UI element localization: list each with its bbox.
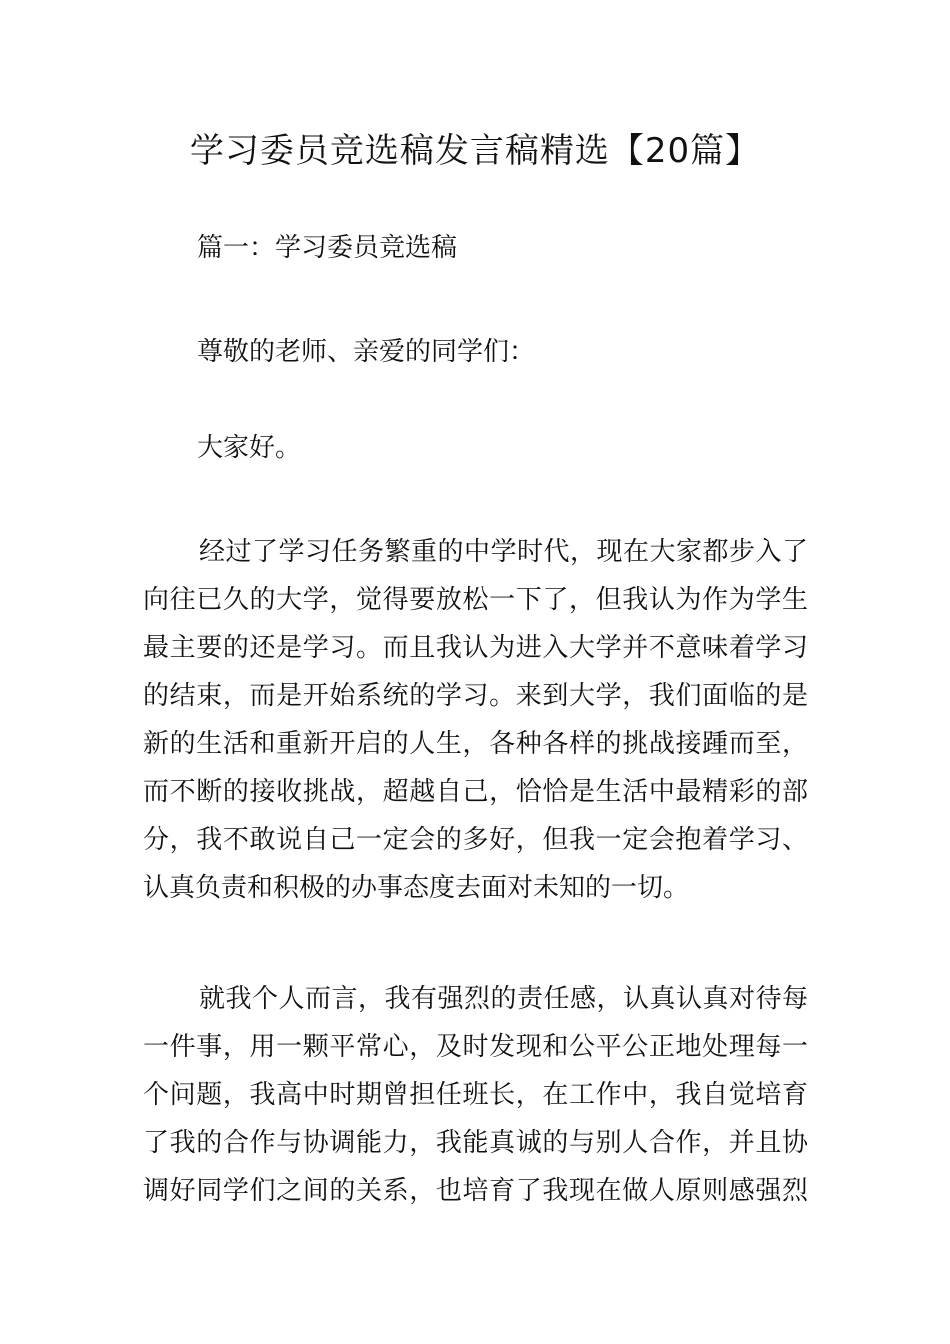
paragraph-line: 经过了学习任务繁重的中学时代，现在大家都步入了 — [199, 537, 808, 567]
paragraph-line: 认真负责和积极的办事态度去面对未知的一切。 — [143, 873, 690, 903]
salutation: 尊敬的老师、亲爱的同学们： — [197, 337, 536, 367]
greeting: 大家好。 — [197, 433, 302, 463]
paragraph-line: 调好同学们之间的关系，也培育了我现在做人原则感强烈 — [143, 1176, 808, 1206]
paragraph-line: 新的生活和重新开启的人生，各种各样的挑战接踵而至， — [143, 729, 808, 759]
paragraph-line: 最主要的还是学习。而且我认为进入大学并不意味着学习 — [143, 633, 808, 663]
paragraph-line: 了我的合作与协调能力，我能真诚的与别人合作，并且协 — [143, 1128, 808, 1158]
paragraph-line: 个问题，我高中时期曾担任班长，在工作中，我自觉培育 — [143, 1080, 808, 1110]
document-title: 学习委员竞选稿发言稿精选【20篇】 — [189, 131, 761, 171]
paragraph-1 — [143, 528, 808, 912]
paragraph-line: 的结束，而是开始系统的学习。来到大学，我们面临的是 — [143, 681, 808, 711]
paragraph-line: 分，我不敢说自己一定会的多好，但我一定会抱着学习、 — [143, 825, 808, 855]
section-heading: 篇一：学习委员竞选稿 — [197, 233, 458, 263]
paragraph-line: 而不断的接收挑战，超越自己，恰恰是生活中最精彩的部 — [143, 777, 808, 807]
paragraph-line: 就我个人而言，我有强烈的责任感，认真认真对待每 — [199, 984, 808, 1014]
paragraph-line: 向往已久的大学，觉得要放松一下了，但我认为作为学生 — [143, 585, 808, 615]
paragraph-line: 一件事，用一颗平常心，及时发现和公平公正地处理每一 — [143, 1032, 808, 1062]
paragraph-2 — [143, 975, 808, 1215]
